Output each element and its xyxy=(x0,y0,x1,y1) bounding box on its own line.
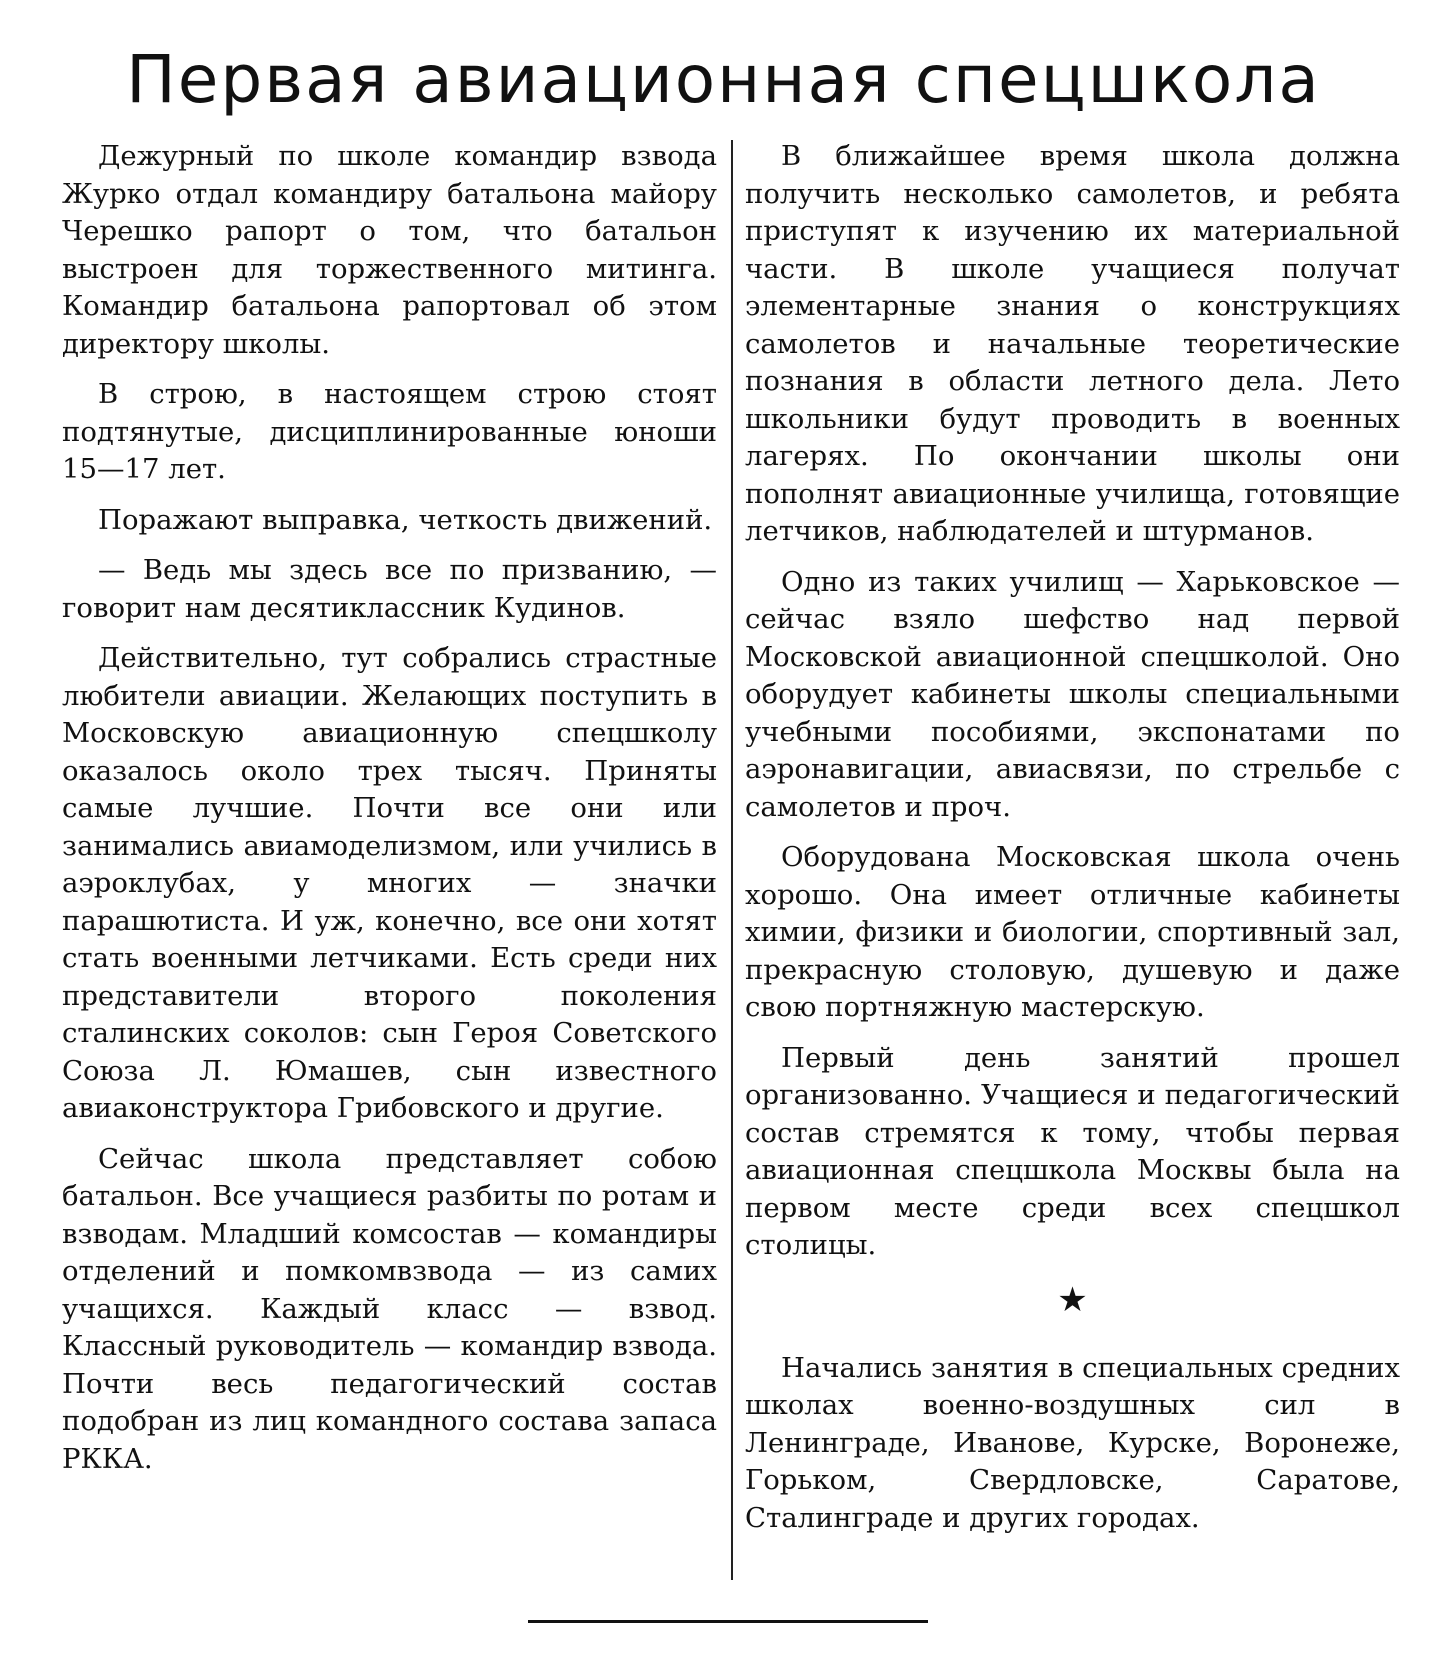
paragraph: В ближайшее время школа должна получить несколько самолетов, и ребята приступят к изучению их материальной части. В школе учащиеся получат элементарные знания о конструкциях самолетов и начальные теоретические познания в области летного дела. Лето школьники будут проводить в военных лагерях. По окончании школы они пополнят авиационные училища, готовящие летчиков, наблюдателей и штурманов. xyxy=(745,140,1400,547)
column-divider xyxy=(731,140,733,1580)
paragraph: — Ведь мы здесь все по призванию, — говорит нам десятиклассник Кудинов. xyxy=(62,554,717,624)
bottom-rule xyxy=(528,1620,928,1623)
paragraph: В строю, в настоящем строю стоят подтянутые, дисциплинированные юноши 15—17 лет. xyxy=(62,378,717,485)
paragraph: Поражают выправка, четкость движений. xyxy=(98,503,713,536)
left-column xyxy=(62,138,717,1491)
right-column xyxy=(745,138,1400,1550)
paragraph: Сейчас школа представляет собою батальон. Все учащиеся разбиты по ротам и взводам. Младший комсостав — командиры отделений и помкомвзвода — из самих учащихся. Каждый класс — взвод. Классный руководитель — командир взвода. Почти весь педагогический состав подобран из лиц командного состава запаса РККА. xyxy=(62,1142,717,1475)
star-separator-icon: ★ xyxy=(1057,1279,1088,1320)
paragraph: Действительно, тут собрались страстные любители авиации. Желающих поступить в Московскую авиационную спецшколу оказалось около трех тысяч. Приняты самые лучшие. Почти все они или занимались авиамоделизмом, или учились в аэроклубах, у многих — значки парашютиста. И уж, конечно, все они хотят стать военными летчиками. Есть среди них представители второго поколения сталинских соколов: сын Героя Советского Союза Л. Юмашев, сын известного авиаконструктора Грибовского и другие. xyxy=(62,642,717,1124)
paragraph: Первый день занятий прошел организованно. Учащиеся и педагогический состав стремятся к тому, чтобы первая авиационная спецшкола Москвы была на первом месте среди всех спецшкол столицы. xyxy=(745,1041,1400,1261)
paragraph: Начались занятия в специальных средних школах военно-воздушных сил в Ленинграде, Иванове, Курске, Воронеже, Горьком, Свердловске, Саратове, Сталинграде и других городах. xyxy=(745,1351,1400,1534)
paragraph: Дежурный по школе командир взвода Журко отдал командиру батальона майору Черешко рапорт о том, что батальон выстроен для торжественного митинга. Командир батальона рапортовал об этом директору школы. xyxy=(62,140,717,360)
paragraph: Оборудована Московская школа очень хорошо. Она имеет отличные кабинеты химии, физики и биологии, спортивный зал, прекрасную столовую, душевую и даже свою портняжную мастерскую. xyxy=(745,841,1400,1023)
article-title: Первая авиационная спецшкола xyxy=(126,41,1321,118)
paragraph: Одно из таких училищ — Харьковское — сейчас взяло шефство над первой Московской авиационной спецшколой. Оно оборудует кабинеты школы специальными учебными пособиями, экспонатами по аэронавигации, авиасвязи, по стрельбе с самолетов и проч. xyxy=(745,565,1400,823)
